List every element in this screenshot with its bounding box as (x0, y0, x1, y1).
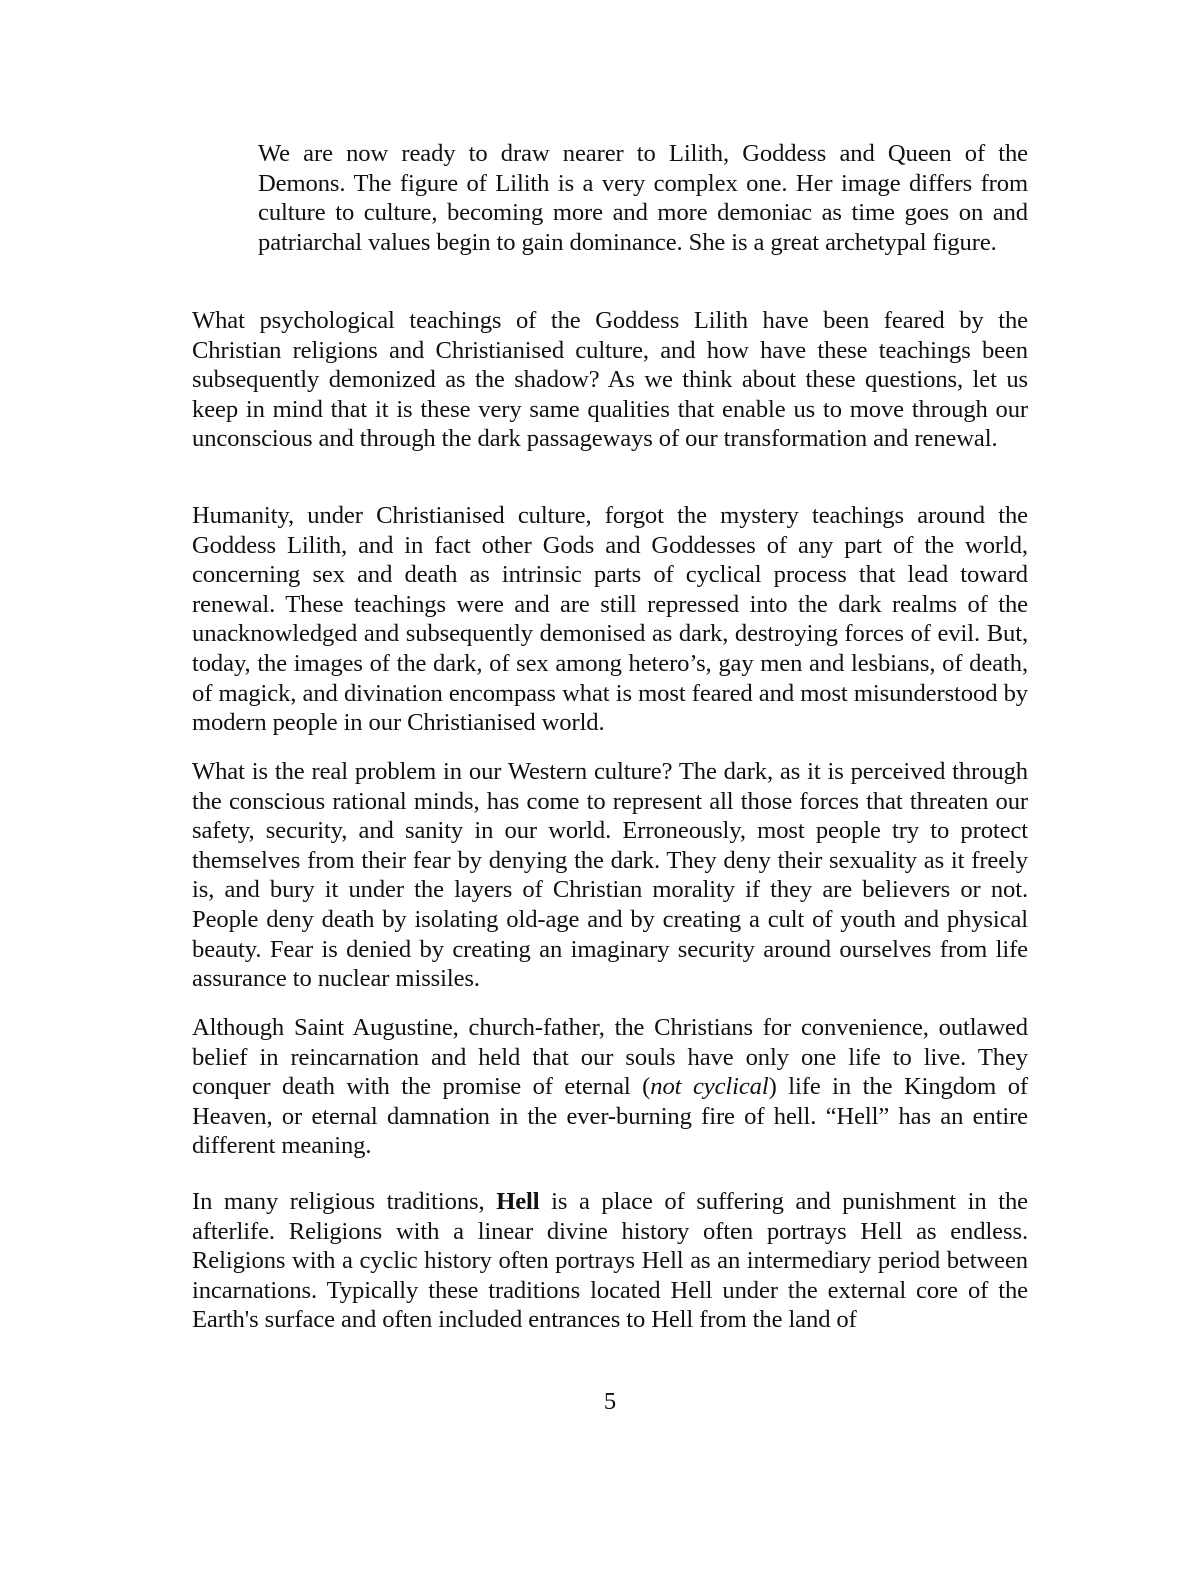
italic-emphasis: not cyclical (650, 1073, 769, 1101)
paragraph-saint-augustine (192, 1013, 1028, 1161)
bold-term-hell: Hell (496, 1188, 540, 1215)
paragraph-western-culture: What is the real problem in our Western culture? The dark, as it is perceived through the conscious rational minds, has come to represent all those forces that threaten our safety, security, and sanity in our world. Erroneously, most people try to protect themselves from their fear by denying the dark. They deny their sexuality as it freely is, and bury it under the layers of Christian morality if they are believers or not. People deny death by isolating old-age and by creating a cult of youth and physical beauty. Fear is denied by creating an imaginary security around ourselves from life assurance to nuclear missiles. (192, 758, 1028, 993)
page-number: 5 (603, 1388, 617, 1415)
paragraph-text: Although Saint Augustine, church-father, the Christians for convenience, outlawed belief in reincarnation and held that our souls have only one life to live. They conquer death with the promise of eternal ( (192, 1014, 1028, 1101)
block-quote: We are now ready to draw nearer to Lilith, Goddess and Queen of the Demons. The figure of Lilith is a very complex one. Her image differs from culture to culture, becoming more and more demoniac as time goes on and patriarchal values begin to gain dominance. She is a great archetypal figure. (258, 140, 1028, 256)
paragraph-text: ) life in the Kingdom of Heaven, or eternal damnation in the ever-burning fire of hell. “Hell” has an entire different meaning. (192, 1073, 1028, 1160)
paragraph-psychological-teachings: What psychological teachings of the Goddess Lilith have been feared by the Christian religions and Christianised culture, and how have these teachings been subsequently demonized as the shadow? As we think about these questions, let us keep in mind that it is these very same qualities that enable us to move through our unconscious and through the dark passageways of our transformation and renewal. (192, 307, 1028, 453)
paragraph-text: is a place of suffering and punishment in the afterlife. Religions with a linear divine history often portrays Hell as endless. Religions with a cyclic history often portrays Hell as an intermediary period between incarnations. Typically these traditions located Hell under the external core of the Earth's surface and often included entrances to Hell from the land of (192, 1188, 1028, 1334)
paragraph-text: In many religious traditions, (192, 1188, 497, 1215)
paragraph-humanity: Humanity, under Christianised culture, forgot the mystery teachings around the Goddess Lilith, and in fact other Gods and Goddesses of any part of the world, concerning sex and death as intrinsic parts of cyclical process that lead toward renewal. These teachings were and are still repressed into the dark realms of the unacknowledged and subsequently demonised as dark, destroying forces of evil. But, today, the images of the dark, of sex among hetero’s, gay men and lesbians, of death, of magick, and divination encompass what is most feared and most misunderstood by modern people in our Christianised world. (192, 502, 1028, 737)
paragraph-hell-definition (192, 1187, 1028, 1335)
